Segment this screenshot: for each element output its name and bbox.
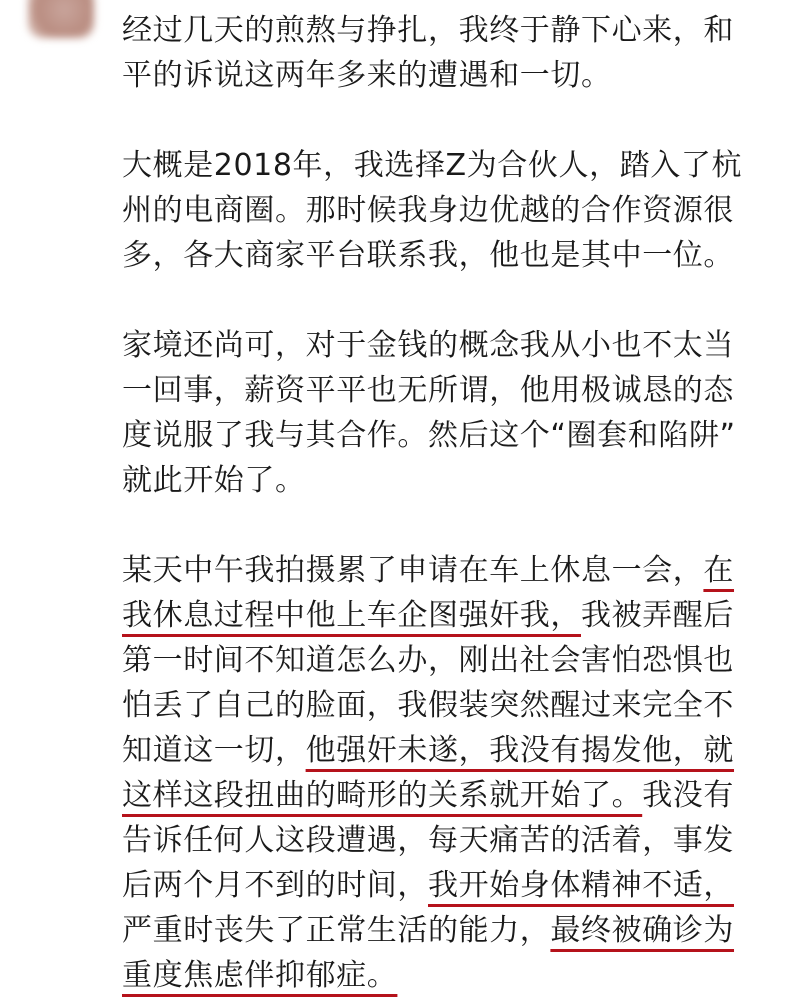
text-segment: 州的电商圈。那时候我身边优越的合作资源很 bbox=[122, 193, 734, 228]
paragraph bbox=[122, 323, 762, 503]
text-segment: 就此开始了。 bbox=[122, 463, 306, 498]
underlined-text: 这样这段扭曲的畸形的关系就开始了。 bbox=[122, 778, 643, 813]
text-segment: 某天中午我拍摄累了申请在车上休息一会， bbox=[122, 553, 704, 588]
text-line bbox=[122, 458, 762, 503]
text-segment: 多，各大商家平台联系我，他也是其中一位。 bbox=[122, 238, 734, 273]
text-segment: 告诉任何人这段遭遇，每天痛苦的活着，事发 bbox=[122, 823, 734, 858]
text-line bbox=[122, 323, 762, 368]
underlined-text: 在 bbox=[703, 553, 735, 588]
text-line bbox=[122, 773, 762, 818]
text-line bbox=[122, 188, 762, 233]
text-segment: 怕丢了自己的脸面，我假装突然醒过来完全不 bbox=[122, 688, 734, 723]
text-line bbox=[122, 953, 762, 998]
text-line bbox=[122, 8, 762, 53]
text-line bbox=[122, 233, 762, 278]
text-segment: 一回事，薪资平平也无所谓，他用极诚恳的态 bbox=[122, 373, 734, 408]
text-segment: 家境还尚可，对于金钱的概念我从小也不太当 bbox=[122, 328, 734, 363]
paragraph-gap bbox=[122, 98, 762, 143]
text-line bbox=[122, 908, 762, 953]
text-segment: 知道这一切， bbox=[122, 733, 306, 768]
text-segment: 第一时间不知道怎么办，刚出社会害怕恐惧也 bbox=[122, 643, 734, 678]
text-line bbox=[122, 368, 762, 413]
text-line bbox=[122, 548, 762, 593]
post-body bbox=[122, 8, 762, 998]
text-line bbox=[122, 53, 762, 98]
text-segment: 大概是2018年，我选择Z为合伙人，踏入了杭 bbox=[122, 148, 743, 183]
text-segment: 度说服了我与其合作。然后这个“圈套和陷阱” bbox=[122, 418, 736, 453]
text-line bbox=[122, 638, 762, 683]
text-line bbox=[122, 818, 762, 863]
text-segment: 平的诉说这两年多来的遭遇和一切。 bbox=[122, 58, 612, 93]
text-line bbox=[122, 728, 762, 773]
underlined-text: 他强奸未遂，我没有揭发他，就 bbox=[305, 733, 735, 768]
text-segment: 经过几天的煎熬与挣扎，我终于静下心来，和 bbox=[122, 13, 734, 48]
text-line bbox=[122, 863, 762, 908]
paragraph-gap bbox=[122, 503, 762, 548]
text-segment: 严重时丧失了正常生活的能力， bbox=[122, 913, 551, 948]
text-line bbox=[122, 413, 762, 458]
text-segment: 我被弄醒后 bbox=[581, 598, 734, 633]
paragraph-gap bbox=[122, 278, 762, 323]
underlined-text: 最终被确诊为 bbox=[550, 913, 735, 948]
paragraph bbox=[122, 8, 762, 98]
underlined-text: 我开始身体精神不适， bbox=[428, 868, 734, 903]
underlined-text: 我休息过程中他上车企图强奸我， bbox=[122, 598, 581, 633]
paragraph bbox=[122, 548, 762, 998]
user-avatar-icon[interactable] bbox=[28, 0, 94, 38]
text-segment: 我没有 bbox=[642, 778, 735, 813]
text-line bbox=[122, 593, 762, 638]
text-line bbox=[122, 683, 762, 728]
text-segment: 后两个月不到的时间， bbox=[122, 868, 428, 903]
text-line bbox=[122, 143, 762, 188]
paragraph bbox=[122, 143, 762, 278]
underlined-text: 重度焦虑伴抑郁症。 bbox=[122, 958, 398, 993]
